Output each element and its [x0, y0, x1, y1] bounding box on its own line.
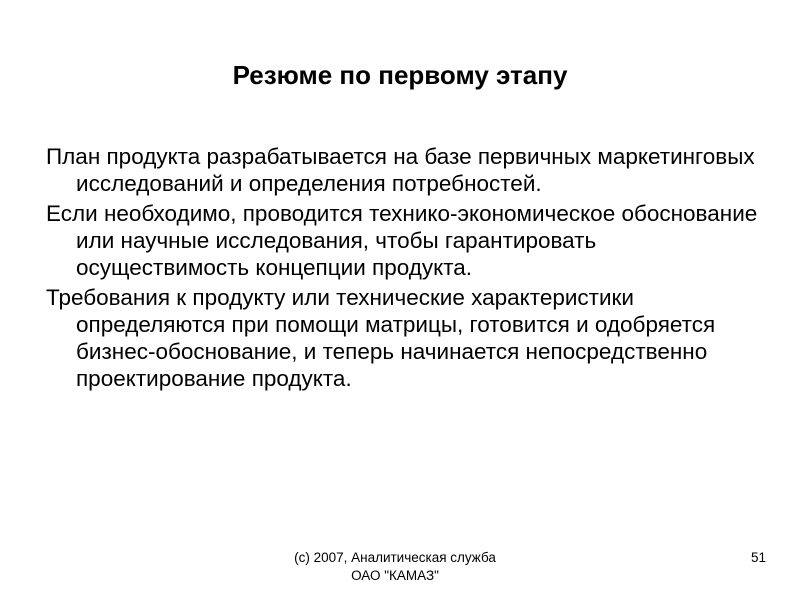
- page-number: 51: [750, 550, 766, 565]
- footer-credit: [260, 549, 530, 585]
- slide-title: Резюме по первому этапу: [232, 60, 568, 90]
- paragraph-requirements: Требования к продукту или технические характеристики определяются при помощи матрицы, готовится и одобряется бизнес-обоснование, и теперь начинается непосредственно проектирование продукта.: [46, 285, 716, 391]
- body-text: [46, 143, 766, 395]
- footer-credit-line-2: ОАО "КАМАЗ": [351, 568, 439, 583]
- footer-credit-line-1: (c) 2007, Аналитическая служба: [294, 550, 496, 565]
- paragraph-feasibility-study: Если необходимо, проводится технико-экономическое обоснование или научные исследования, чтобы гарантировать осуществимость концепции продукта.: [46, 201, 758, 280]
- paragraph-product-plan: План продукта разрабатывается на базе первичных маркетинговых исследований и определения потребностей.: [46, 144, 755, 196]
